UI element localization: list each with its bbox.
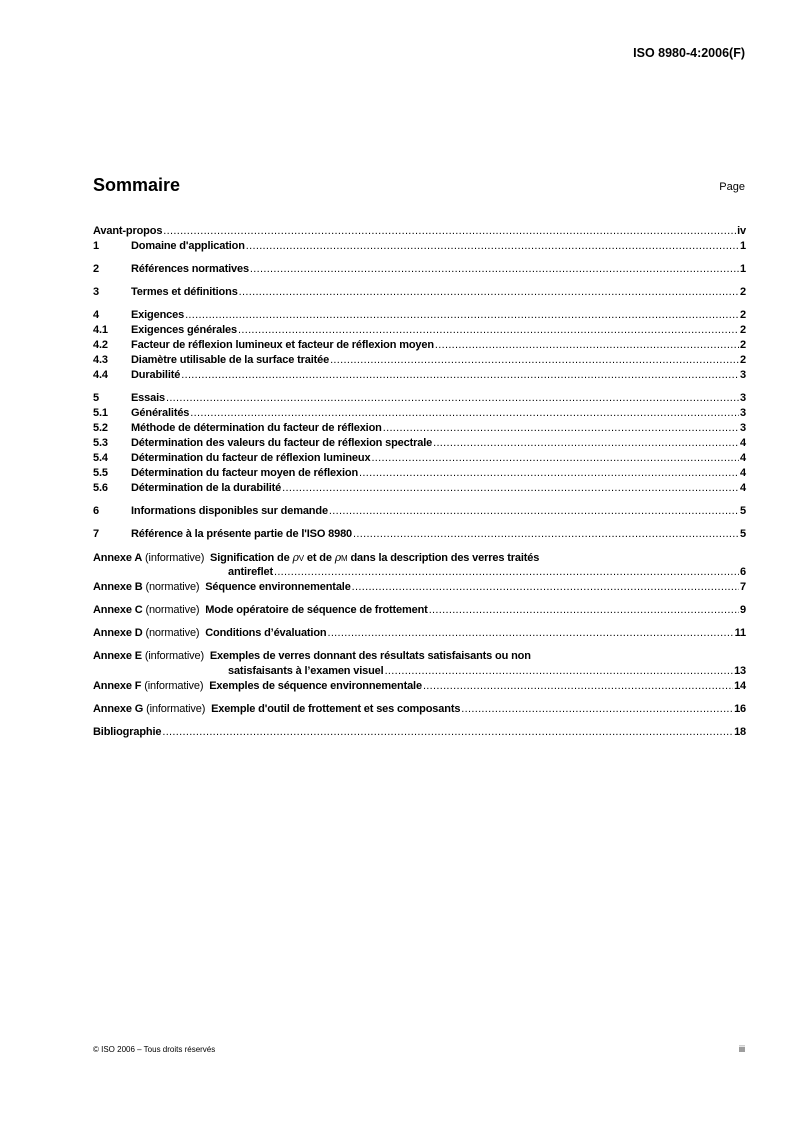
- toc-entry-text: Détermination du facteur de réflexion lumineux: [131, 452, 371, 464]
- toc-entry-text: Exigences générales: [131, 324, 237, 336]
- section-number: 5.1: [93, 407, 108, 419]
- toc-entry[interactable]: [93, 481, 746, 496]
- toc-entry-text: Références normatives: [131, 263, 249, 275]
- annex-label: Annexe E: [93, 650, 142, 662]
- section-number: 4.1: [93, 324, 108, 336]
- toc-page-number: 9: [740, 604, 746, 616]
- toc-entry[interactable]: [93, 239, 746, 254]
- annex-type: (informative): [144, 650, 205, 662]
- toc-entry-text: Diamètre utilisable de la surface traitée: [131, 354, 330, 366]
- toc-entry[interactable]: [93, 323, 746, 338]
- section-number: 1: [93, 240, 99, 252]
- toc-page-number: 3: [740, 369, 746, 381]
- toc-page-number: 1: [740, 240, 746, 252]
- toc-page-number: 4: [740, 452, 746, 464]
- dot-leader: [371, 451, 739, 466]
- toc-entry-avant-propos[interactable]: [93, 224, 746, 239]
- toc-entry-text: dans la description des verres traités: [350, 552, 540, 564]
- rho-symbol: ρ: [292, 551, 299, 564]
- toc-entry-annex-e-continuation[interactable]: [93, 664, 746, 679]
- dot-leader: [359, 466, 739, 481]
- toc-entry-text: Référence à la présente partie de l'ISO 8980: [131, 528, 353, 540]
- dot-leader: [461, 702, 733, 717]
- toc-page-number: 2: [740, 324, 746, 336]
- toc-entry-annex-e[interactable]: [93, 649, 746, 664]
- toc-group: [93, 702, 746, 717]
- dot-leader: [190, 406, 739, 421]
- dot-leader: [162, 725, 733, 740]
- toc-entry-text: Mode opératoire de séquence de frottement: [205, 604, 428, 616]
- annex-type: (informative): [145, 552, 205, 564]
- section-number: 5: [93, 392, 99, 404]
- toc-page-number: 6: [740, 566, 746, 578]
- document-id: ISO 8980-4:2006(F): [633, 46, 745, 60]
- toc-entry-text: satisfaisants à l’examen visuel: [228, 665, 384, 677]
- toc-page-number: 18: [734, 726, 746, 738]
- toc-page-number: 14: [734, 680, 746, 692]
- dot-leader: [185, 308, 739, 323]
- toc-page-number: 5: [740, 528, 746, 540]
- annex-type: (normative): [145, 581, 200, 593]
- toc-entry-text: Facteur de réflexion lumineux et facteur de réflexion moyen: [131, 339, 434, 351]
- annex-type: (normative): [145, 627, 200, 639]
- toc-page-number: 4: [740, 482, 746, 494]
- dot-leader: [274, 565, 739, 580]
- dot-leader: [330, 353, 739, 368]
- toc-entry-annex[interactable]: [93, 626, 746, 641]
- toc-entry-text: Détermination de la durabilité: [131, 482, 282, 494]
- toc-entry[interactable]: [93, 466, 746, 481]
- toc-entry[interactable]: [93, 262, 746, 277]
- toc-entry-annex[interactable]: [93, 679, 746, 694]
- toc-entry-text: Séquence environnementale: [205, 581, 351, 593]
- section-number: 7: [93, 528, 99, 540]
- toc-group: [93, 285, 746, 300]
- toc-group: [93, 308, 746, 383]
- toc-entry[interactable]: [93, 368, 746, 383]
- toc-entry-text: Exemples de verres donnant des résultats satisfaisants ou non: [209, 650, 531, 662]
- toc-entry[interactable]: [93, 504, 746, 519]
- dot-leader: [239, 285, 739, 300]
- toc-entry-text: Détermination du facteur moyen de réflexion: [131, 467, 359, 479]
- toc-page-number: 11: [734, 627, 746, 639]
- dot-leader: [166, 391, 739, 406]
- toc-entry-annex[interactable]: [93, 580, 746, 595]
- annex-label: Annexe B: [93, 581, 143, 593]
- toc-entry[interactable]: [93, 406, 746, 421]
- page-column-label: Page: [719, 181, 745, 193]
- toc-group: [93, 262, 746, 277]
- toc-group: [93, 580, 746, 595]
- toc-entry-annex-a[interactable]: [93, 550, 746, 565]
- toc-entry[interactable]: [93, 421, 746, 436]
- dot-leader: [329, 504, 739, 519]
- section-number: 3: [93, 286, 99, 298]
- toc-entry-text: Exemples de séquence environnementale: [209, 680, 422, 692]
- toc-entry-text: Avant-propos: [93, 225, 163, 237]
- section-number: 4.2: [93, 339, 108, 351]
- dot-leader: [246, 239, 739, 254]
- toc-group: [93, 679, 746, 694]
- toc-page-number: 2: [740, 309, 746, 321]
- dot-leader: [385, 664, 734, 679]
- dot-leader: [353, 527, 739, 542]
- annex-label: Annexe A: [93, 552, 143, 564]
- toc-entry-annex-a-continuation[interactable]: [93, 565, 746, 580]
- toc-entry-text: Durabilité: [131, 369, 181, 381]
- dot-leader: [327, 626, 733, 641]
- toc-entry-text: et de: [306, 552, 332, 564]
- toc-entry-text: Méthode de détermination du facteur de réflexion: [131, 422, 382, 434]
- dot-leader: [383, 421, 739, 436]
- toc-page-number: iv: [737, 225, 746, 237]
- section-number: 2: [93, 263, 99, 275]
- toc-page-number: 3: [740, 407, 746, 419]
- toc-group: [93, 504, 746, 519]
- dot-leader: [435, 338, 739, 353]
- toc-entry[interactable]: [93, 527, 746, 542]
- toc-page-number: 4: [740, 467, 746, 479]
- toc-page-number: 3: [740, 422, 746, 434]
- toc-entry-annex[interactable]: [93, 603, 746, 618]
- toc-page-number: 2: [740, 286, 746, 298]
- page-number: iii: [739, 1044, 745, 1054]
- toc-page-number: 13: [734, 665, 746, 677]
- toc-page-number: 7: [740, 581, 746, 593]
- toc-page-number: 16: [734, 703, 746, 715]
- toc-page-number: 3: [740, 392, 746, 404]
- toc-group: [93, 239, 746, 254]
- toc-entry-text: Généralités: [131, 407, 190, 419]
- toc-entry[interactable]: [93, 391, 746, 406]
- annex-type: (informative): [146, 703, 206, 715]
- dot-leader: [423, 679, 733, 694]
- dot-leader: [429, 603, 739, 618]
- toc-group: [93, 603, 746, 618]
- dot-leader: [433, 436, 739, 451]
- toc-entry[interactable]: [93, 308, 746, 323]
- toc-entry-text: Signification de: [210, 552, 290, 564]
- toc-page-number: 5: [740, 505, 746, 517]
- annex-label: Annexe F: [93, 680, 142, 692]
- dot-leader: [250, 262, 739, 277]
- toc-group: [93, 527, 746, 542]
- dot-leader: [352, 580, 739, 595]
- annex-type: (normative): [145, 604, 200, 616]
- annex-label: Annexe G: [93, 703, 144, 715]
- toc-entry-text: Domaine d'application: [131, 240, 245, 252]
- copyright-footer: © ISO 2006 – Tous droits réservés: [93, 1045, 216, 1054]
- toc-entry-text: Détermination des valeurs du facteur de réflexion spectrale: [131, 437, 433, 449]
- section-number: 4: [93, 309, 99, 321]
- toc-group: [93, 391, 746, 496]
- subscript-m: M: [341, 554, 348, 563]
- toc-entry-text: antireflet: [228, 566, 273, 578]
- section-number: 5.2: [93, 422, 108, 434]
- toc-entry-text: Exigences: [131, 309, 185, 321]
- toc-entry-text: Essais: [131, 392, 165, 404]
- toc-entry[interactable]: [93, 338, 746, 353]
- section-number: 6: [93, 505, 99, 517]
- toc-entry[interactable]: [93, 353, 746, 368]
- dot-leader: [238, 323, 739, 338]
- annex-type: (informative): [144, 680, 204, 692]
- annex-label: Annexe C: [93, 604, 143, 616]
- section-number: 5.4: [93, 452, 108, 464]
- toc-entry-text: Informations disponibles sur demande: [131, 505, 328, 517]
- toc-entry[interactable]: [93, 436, 746, 451]
- section-number: 5.5: [93, 467, 108, 479]
- toc-page-number: 2: [740, 339, 746, 351]
- section-number: 5.3: [93, 437, 108, 449]
- rho-symbol: ρ: [334, 551, 342, 564]
- section-number: 5.6: [93, 482, 108, 494]
- toc-entry[interactable]: [93, 285, 746, 300]
- toc-page-number: 1: [740, 263, 746, 275]
- section-number: 4.4: [93, 369, 108, 381]
- toc-entry-text: Conditions d’évaluation: [205, 627, 327, 639]
- dot-leader: [282, 481, 739, 496]
- toc-entry[interactable]: [93, 451, 746, 466]
- dot-leader: [181, 368, 739, 383]
- section-number: 4.3: [93, 354, 108, 366]
- dot-leader: [163, 224, 736, 239]
- toc-entry-bibliography[interactable]: [93, 725, 746, 740]
- toc-entry-text: Exemple d'outil de frottement et ses composants: [211, 703, 461, 715]
- page-title: Sommaire: [93, 175, 181, 195]
- subscript-v: V: [298, 554, 304, 563]
- toc-page-number: 2: [740, 354, 746, 366]
- toc-group: [93, 626, 746, 641]
- toc-entry-annex[interactable]: [93, 702, 746, 717]
- toc-entry-text: Bibliographie: [93, 726, 162, 738]
- annex-label: Annexe D: [93, 627, 143, 639]
- toc-page-number: 4: [740, 437, 746, 449]
- toc-entry-text: Termes et définitions: [131, 286, 238, 298]
- table-of-contents: [93, 224, 746, 740]
